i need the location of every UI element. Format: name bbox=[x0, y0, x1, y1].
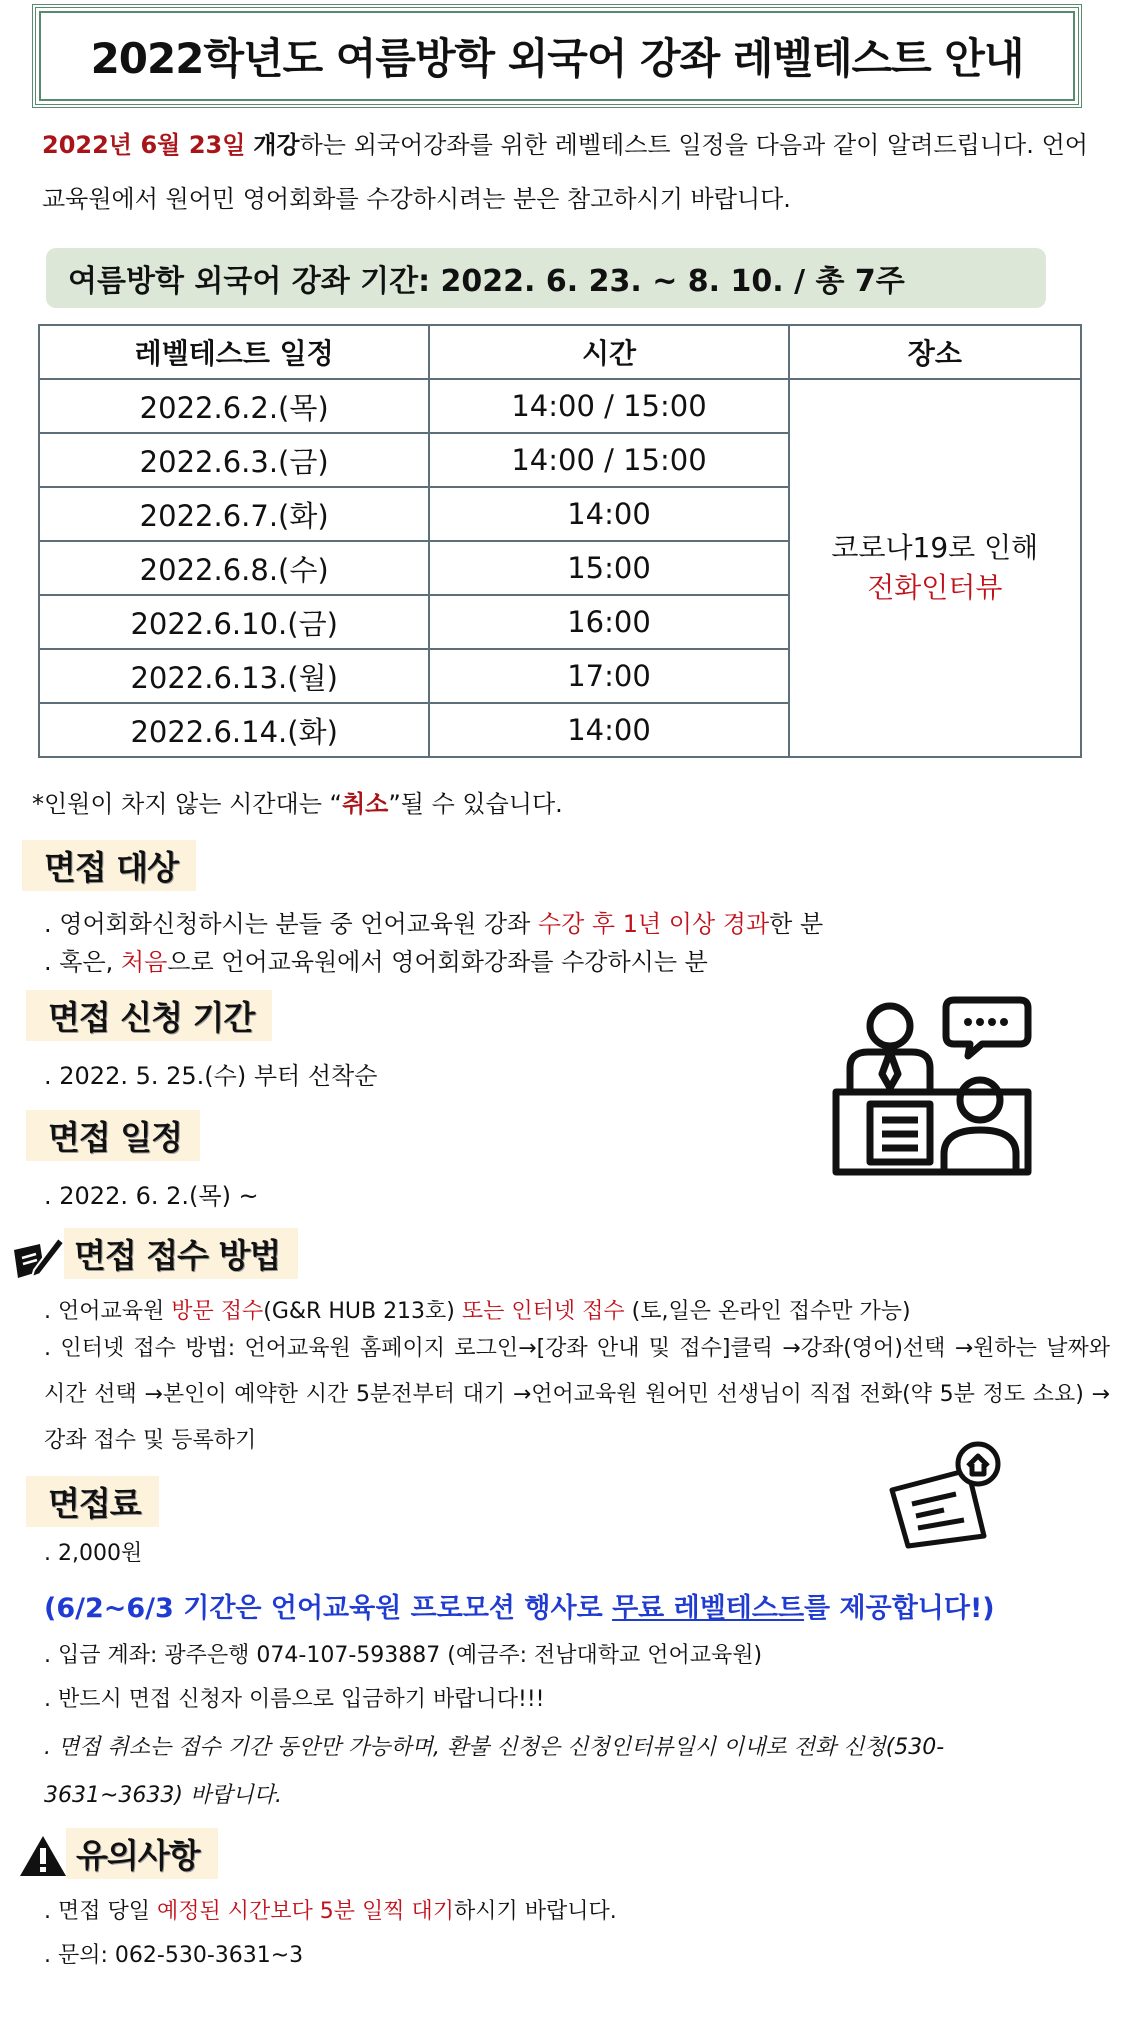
title-frame bbox=[32, 4, 1082, 108]
target-l1-c: 한 분 bbox=[769, 910, 824, 938]
place-cell bbox=[789, 379, 1081, 757]
caution-line1 bbox=[44, 1894, 617, 1925]
fee-promo bbox=[44, 1586, 995, 1625]
warning-triangle-icon bbox=[18, 1834, 68, 1878]
target-l2-a: . 혹은, bbox=[44, 948, 121, 976]
intro-paragraph bbox=[42, 118, 1088, 226]
row-time: 14:00 bbox=[429, 703, 788, 757]
caution-l1-b: 예정된 시간보다 5분 일찍 대기 bbox=[156, 1899, 454, 1924]
note-cancel: 취소 bbox=[341, 790, 389, 818]
method-l1-d: 또는 인터넷 접수 bbox=[461, 1299, 625, 1324]
method-line1 bbox=[44, 1294, 911, 1325]
row-date: 2022.6.2.(목) bbox=[39, 379, 429, 433]
fee-account: . 입금 계좌: 광주은행 074-107-593887 (예금주: 전남대학교 언어교육원) bbox=[44, 1643, 763, 1668]
row-time: 14:00 / 15:00 bbox=[429, 433, 788, 487]
fee-name-notice: . 반드시 면접 신청자 이름으로 입금하기 바랍니다!!! bbox=[44, 1687, 545, 1712]
section-title-method: 면접 접수 방법 bbox=[64, 1228, 298, 1279]
header-place: 장소 bbox=[789, 325, 1081, 379]
caution-l1-a: . 면접 당일 bbox=[44, 1899, 157, 1924]
target-line2 bbox=[44, 942, 708, 977]
method-l1-a: . 언어교육원 bbox=[44, 1299, 172, 1324]
note-before: *인원이 차지 않는 시간대는 “ bbox=[32, 790, 342, 818]
method-l1-c: (G&R HUB 213호) bbox=[263, 1299, 462, 1324]
section-title-apply-period: 면접 신청 기간 bbox=[26, 990, 272, 1041]
row-date: 2022.6.8.(수) bbox=[39, 541, 429, 595]
row-time: 15:00 bbox=[429, 541, 788, 595]
level-test-schedule-table bbox=[38, 324, 1082, 758]
caution-contact: . 문의: 062-530-3631~3 bbox=[44, 1943, 304, 1968]
row-date: 2022.6.3.(금) bbox=[39, 433, 429, 487]
course-period-banner: 여름방학 외국어 강좌 기간: 2022. 6. 23. ~ 8. 10. / 총 7주 bbox=[46, 248, 1046, 308]
method-line2: . 인터넷 접수 방법: 언어교육원 홈페이지 로그인→[강좌 안내 및 접수]클릭 →강좌(영어)선택 →원하는 날짜와 시간 선택 →본인이 예약한 시간 5분전부터 대기 →언어교육원 원어민 선생님이 직접 전화(약 5분 정도 소요) → 강좌 접수 및 등록하기 bbox=[44, 1336, 1110, 1453]
target-l1-b: 수강 후 1년 이상 경과 bbox=[537, 910, 770, 938]
row-time: 16:00 bbox=[429, 595, 788, 649]
caution-l1-c: 하시기 바랍니다. bbox=[453, 1899, 617, 1924]
intro-open: 개강 bbox=[253, 131, 300, 159]
row-date: 2022.6.10.(금) bbox=[39, 595, 429, 649]
row-time: 14:00 bbox=[429, 487, 788, 541]
section-title-fee: 면접료 bbox=[26, 1476, 159, 1527]
schedule-line: . 2022. 6. 2.(목) ~ bbox=[44, 1182, 259, 1210]
row-date: 2022.6.13.(월) bbox=[39, 649, 429, 703]
section-title-caution: 유의사항 bbox=[66, 1828, 218, 1879]
target-l2-b: 처음 bbox=[120, 948, 168, 976]
promo-c: 를 제공합니다!) bbox=[804, 1593, 995, 1624]
row-time: 17:00 bbox=[429, 649, 788, 703]
target-l2-c: 으로 언어교육원에서 영어회화강좌를 수강하시는 분 bbox=[167, 948, 708, 976]
apply-period-line: . 2022. 5. 25.(수) 부터 선착순 bbox=[44, 1062, 378, 1090]
interview-illustration-icon bbox=[832, 996, 1032, 1176]
target-line1 bbox=[44, 904, 823, 939]
intro-rest: 하는 외국어강좌를 위한 레벨테스트 일정을 다음과 같이 알려드립니다. 언어교육원에서 원어민 영어회화를 수강하시려는 분은 참고하시기 바랍니다. bbox=[42, 131, 1088, 213]
document-home-icon bbox=[884, 1440, 1004, 1550]
row-time: 14:00 / 15:00 bbox=[429, 379, 788, 433]
fee-refund-notice: . 면접 취소는 접수 기간 동안만 가능하며, 환불 신청은 신청인터뷰일시 이내로 전화 신청(530-3631~3633) 바랍니다. bbox=[44, 1735, 945, 1808]
header-time: 시간 bbox=[429, 325, 788, 379]
cancel-note bbox=[32, 784, 563, 819]
promo-a: (6/2~6/3 기간은 언어교육원 프로모션 행사로 bbox=[44, 1593, 613, 1624]
row-date: 2022.6.7.(화) bbox=[39, 487, 429, 541]
pen-note-icon bbox=[10, 1230, 66, 1282]
section-title-target: 면접 대상 bbox=[22, 840, 196, 891]
place-line1: 코로나19로 인해 bbox=[831, 531, 1039, 564]
method-l1-b: 방문 접수 bbox=[171, 1299, 264, 1324]
intro-date: 2022년 6월 23일 bbox=[42, 131, 246, 159]
fee-amount: . 2,000원 bbox=[44, 1541, 143, 1566]
page-title: 2022학년도 여름방학 외국어 강좌 레벨테스트 안내 bbox=[39, 11, 1075, 101]
note-after: ”될 수 있습니다. bbox=[388, 790, 563, 818]
table-header-row bbox=[39, 325, 1081, 379]
header-date: 레벨테스트 일정 bbox=[39, 325, 429, 379]
target-l1-a: . 영어회화신청하시는 분들 중 언어교육원 강좌 bbox=[44, 910, 538, 938]
row-date: 2022.6.14.(화) bbox=[39, 703, 429, 757]
section-title-schedule: 면접 일정 bbox=[26, 1110, 200, 1161]
promo-free-test: 무료 레벨테스트 bbox=[612, 1593, 805, 1624]
table-row bbox=[39, 379, 1081, 433]
place-line2: 전화인터뷰 bbox=[867, 571, 1003, 604]
method-l1-e: (토,일은 온라인 접수만 가능) bbox=[624, 1299, 911, 1324]
